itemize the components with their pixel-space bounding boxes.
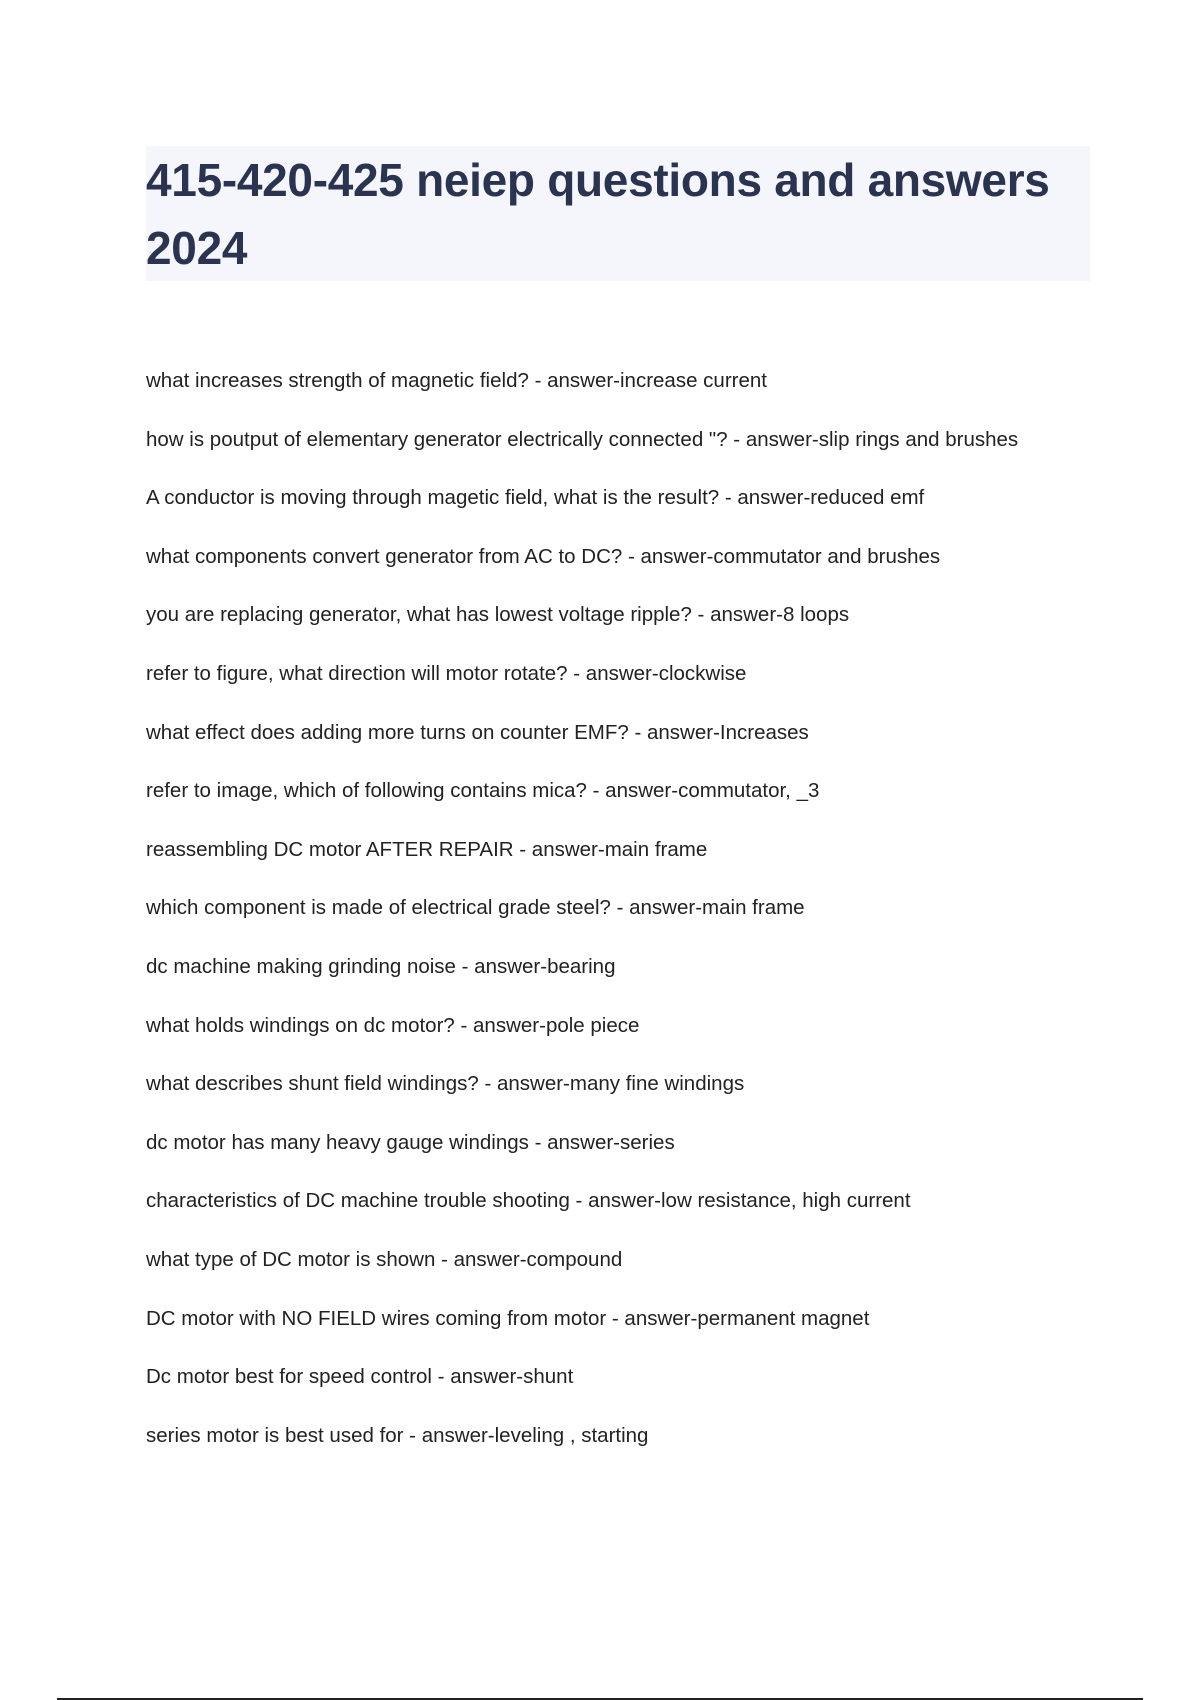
qa-item-1: what increases strength of magnetic field? - answer-increase current	[146, 369, 767, 392]
qa-item-11: dc machine making grinding noise - answer-bearing	[146, 954, 616, 978]
title-banner	[146, 146, 1090, 281]
qa-item-9: reassembling DC motor AFTER REPAIR - answer-main frame	[146, 837, 708, 861]
document-title: 415-420-425 neiep questions and answers 2024	[146, 154, 1050, 274]
qa-item-18: Dc motor best for speed control - answer-shunt	[146, 1365, 574, 1389]
qa-item-12: what holds windings on dc motor? - answer-pole piece	[146, 1013, 640, 1037]
qa-item-7: what effect does adding more turns on counter EMF? - answer-Increases	[146, 720, 809, 744]
qa-item-2: how is poutput of elementary generator electrically connected "? - answer-slip rings and brushes	[146, 427, 1019, 451]
qa-item-5: you are replacing generator, what has lowest voltage ripple? - answer-8 loops	[146, 603, 850, 627]
qa-item-4: what components convert generator from AC to DC? - answer-commutator and brushes	[146, 544, 941, 568]
qa-list	[146, 366, 1106, 1479]
qa-item-15: characteristics of DC machine trouble shooting - answer-low resistance, high current	[146, 1189, 911, 1213]
qa-item-13: what describes shunt field windings? - answer-many fine windings	[146, 1072, 745, 1096]
qa-item-16: what type of DC motor is shown - answer-compound	[146, 1247, 623, 1271]
qa-item-14: dc motor has many heavy gauge windings - answer-series	[146, 1130, 675, 1154]
qa-item-3: A conductor is moving through magetic field, what is the result? - answer-reduced emf	[146, 486, 925, 510]
qa-item-19: series motor is best used for - answer-leveling , starting	[146, 1423, 649, 1447]
qa-item-6: refer to figure, what direction will motor rotate? - answer-clockwise	[146, 661, 747, 685]
qa-item-8: refer to image, which of following contains mica? - answer-commutator, _3	[146, 779, 820, 803]
qa-item-17: DC motor with NO FIELD wires coming from motor - answer-permanent magnet	[146, 1306, 870, 1330]
qa-item-10: which component is made of electrical grade steel? - answer-main frame	[146, 896, 805, 920]
